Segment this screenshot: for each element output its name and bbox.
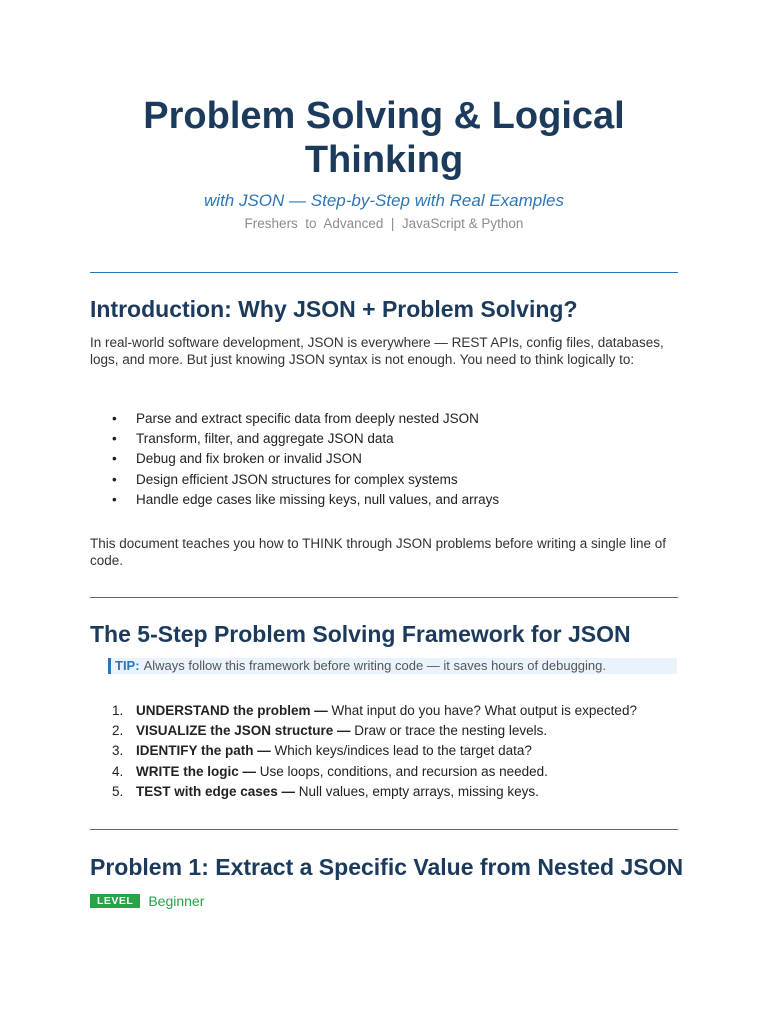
- page-subtitle: with JSON — Step-by-Step with Real Examples: [204, 191, 564, 210]
- level-text: Beginner: [148, 893, 205, 909]
- step-item: 1. UNDERSTAND the problem — What input do you have? What output is expected?: [112, 703, 637, 718]
- step-item: 2. VISUALIZE the JSON structure — Draw or trace the nesting levels.: [112, 723, 548, 739]
- framework-steps: [90, 701, 637, 802]
- tip-label: TIP:: [115, 658, 140, 673]
- list-item: • Parse and extract specific data from deeply nested JSON: [90, 409, 499, 429]
- tip-text: Always follow this framework before writing code — it saves hours of debugging.: [143, 658, 607, 673]
- audience-meta: Freshers to Advanced | JavaScript & Python: [244, 216, 524, 231]
- problem1-heading: Problem 1: Extract a Specific Value from Nested JSON: [90, 854, 684, 880]
- level-indicator: [90, 893, 204, 909]
- list-item: • Transform, filter, and aggregate JSON data: [90, 429, 499, 449]
- step-item: 3. IDENTIFY the path — Which keys/indices lead to the target data?: [112, 743, 532, 759]
- bullet-icon: •: [112, 491, 117, 507]
- intro-heading: Introduction: Why JSON + Problem Solving?: [90, 296, 578, 322]
- intro-closing: This document teaches you how to THINK through JSON problems before writing a single line of code.: [90, 536, 667, 568]
- level-badge: LEVEL: [90, 894, 140, 908]
- intro-bullet-list: [90, 409, 499, 510]
- bullet-icon: •: [112, 471, 117, 487]
- section-divider: [90, 597, 678, 598]
- bullet-icon: •: [112, 411, 117, 426]
- list-item: • Design efficient JSON structures for complex systems: [90, 470, 499, 490]
- framework-heading: The 5-Step Problem Solving Framework for JSON: [90, 621, 631, 647]
- list-item: • Debug and fix broken or invalid JSON: [90, 449, 499, 469]
- list-item: • Handle edge cases like missing keys, null values, and arrays: [90, 490, 499, 510]
- bullet-icon: •: [112, 451, 117, 467]
- title-line-2: Thinking: [304, 139, 464, 181]
- bullet-icon: •: [112, 431, 117, 447]
- step-item: 4. WRITE the logic — Use loops, conditions, and recursion as needed.: [112, 763, 548, 779]
- step-item: 5. TEST with edge cases — Null values, empty arrays, missing keys.: [112, 783, 539, 799]
- intro-paragraph: In real-world software development, JSON is everywhere — REST APIs, config files, databases, logs, and more. But just knowing JSON syntax is not enough. You need to think logically to:: [90, 335, 664, 367]
- title-line-1: Problem Solving & Logical: [143, 95, 625, 137]
- section-divider: [90, 829, 678, 830]
- page-title: [0, 94, 768, 182]
- section-divider: [90, 272, 678, 273]
- tip-callout: [108, 658, 677, 674]
